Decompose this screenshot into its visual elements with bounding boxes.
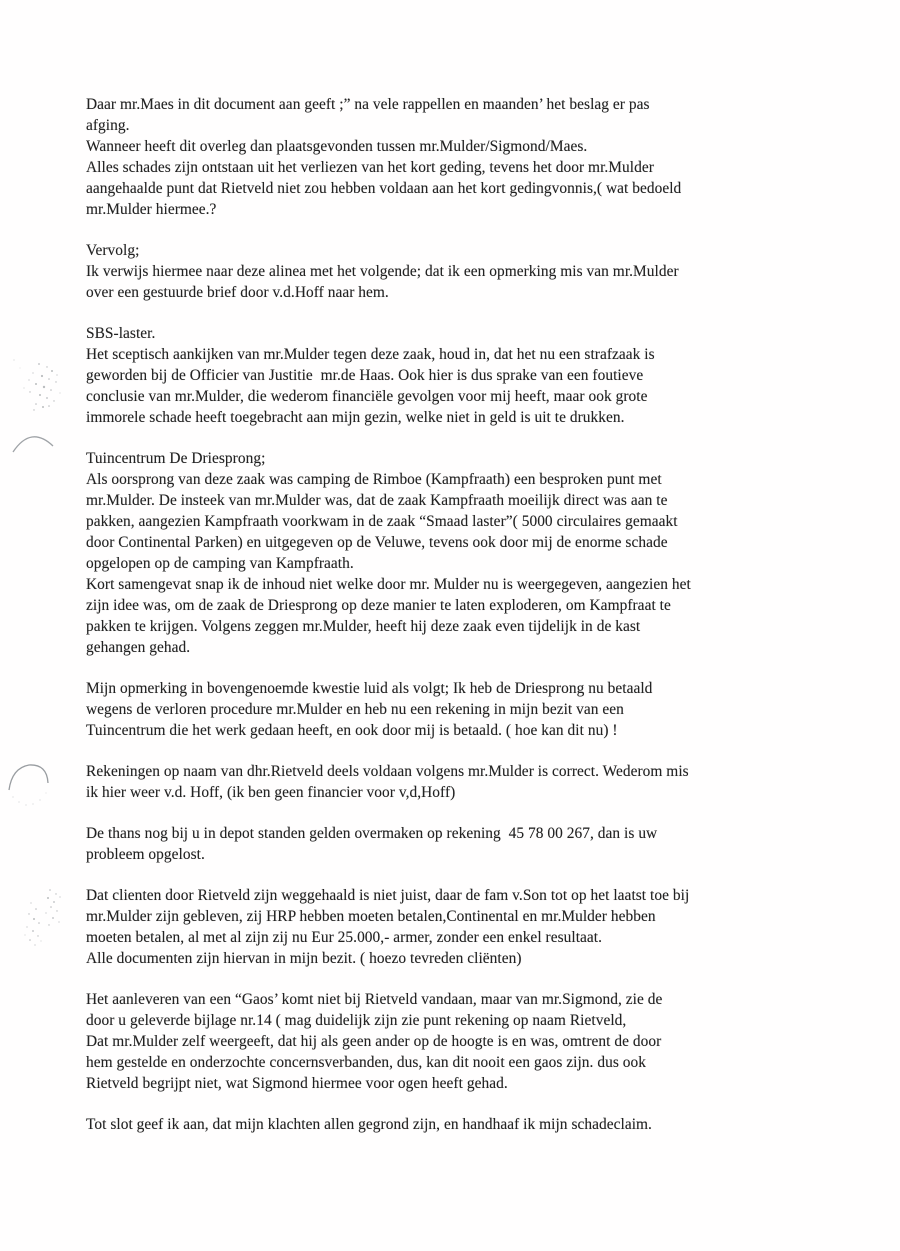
paragraph bbox=[86, 989, 876, 1094]
text-line: Daar mr.Maes in dit document aan geeft ;” na vele rappellen en maanden’ het beslag er pas bbox=[86, 96, 650, 113]
paragraph bbox=[86, 240, 876, 303]
text-line: Het aanleveren van een “Gaos’ komt niet bij Rietveld vandaan, maar van mr.Sigmond, zie de bbox=[86, 991, 663, 1008]
text-line: afging. bbox=[86, 117, 130, 134]
text-line: immorele schade heeft toegebracht aan mijn gezin, welke niet in geld is uit te drukken. bbox=[86, 409, 625, 426]
text-line: gehangen gehad. bbox=[86, 639, 191, 656]
scan-artifact-arc-2 bbox=[9, 765, 48, 806]
text-line: Mijn opmerking in bovengenoemde kwestie luid als volgt; Ik heb de Driesprong nu betaald bbox=[86, 680, 653, 697]
text-line: over een gestuurde brief door v.d.Hoff naar hem. bbox=[86, 284, 389, 301]
text-line: aangehaalde punt dat Rietveld niet zou hebben voldaan aan het kort gedingvonnis,( wat bedoeld bbox=[86, 180, 682, 197]
text-line: SBS-laster. bbox=[86, 325, 156, 342]
text-line: Het sceptisch aankijken van mr.Mulder tegen deze zaak, houd in, dat het nu een strafzaak is bbox=[86, 346, 655, 363]
document-body bbox=[86, 94, 876, 1155]
text-line: Tuincentrum die het werk gedaan heeft, en ook door mij is betaald. ( hoe kan dit nu) ! bbox=[86, 722, 618, 739]
scan-artifact-arc-1 bbox=[13, 437, 53, 452]
paragraph bbox=[86, 885, 876, 969]
text-line: Als oorsprong van deze zaak was camping de Rimboe (Kampfraath) een besproken punt met bbox=[86, 471, 662, 488]
text-line: wegens de verloren procedure mr.Mulder en heb nu een rekening in mijn bezit van een bbox=[86, 701, 624, 718]
paragraph bbox=[86, 323, 876, 428]
text-line: pakken, aangezien Kampfraath voorkwam in de zaak “Smaad laster”( 5000 circulaires gemaakt bbox=[86, 513, 678, 530]
text-line: Vervolg; bbox=[86, 242, 140, 259]
text-line: Tuincentrum De Driesprong; bbox=[86, 450, 266, 467]
text-line: pakken te krijgen. Volgens zeggen mr.Mulder, heeft hij deze zaak even tijdelijk in de kast bbox=[86, 618, 641, 635]
text-line: Tot slot geef ik aan, dat mijn klachten allen gegrond zijn, en handhaaf ik mijn schadeclaim. bbox=[86, 1116, 652, 1133]
text-line: opgelopen op de camping van Kampfraath. bbox=[86, 555, 354, 572]
paragraph bbox=[86, 678, 876, 741]
scan-artifact-speckle-2 bbox=[25, 889, 61, 945]
text-line: Alle documenten zijn hiervan in mijn bezit. ( hoezo tevreden cliënten) bbox=[86, 950, 522, 967]
text-line: hem gestelde en onderzochte concernsverbanden, dus, kan dit nooit een gaos zijn. dus ook bbox=[86, 1054, 647, 1071]
text-line: Wanneer heeft dit overleg dan plaatsgevonden tussen mr.Mulder/Sigmond/Maes. bbox=[86, 138, 588, 155]
text-line: mr.Mulder. De insteek van mr.Mulder was, dat de zaak Kampfraath moeilijk direct was aan te bbox=[86, 492, 668, 509]
text-line: De thans nog bij u in depot standen gelden overmaken op rekening 45 78 00 267, dan is uw bbox=[86, 825, 658, 842]
paragraph bbox=[86, 761, 876, 803]
paragraph bbox=[86, 94, 876, 220]
text-line: Dat clienten door Rietveld zijn weggehaald is niet juist, daar de fam v.Son tot op het laatst toe bij bbox=[86, 887, 690, 904]
text-line: Rekeningen op naam van dhr.Rietveld deels voldaan volgens mr.Mulder is correct. Wederom mis bbox=[86, 763, 689, 780]
paragraph bbox=[86, 823, 876, 865]
text-line: moeten betalen, al met al zijn zij nu Eur 25.000,- armer, zonder een enkel resultaat. bbox=[86, 929, 603, 946]
paragraph bbox=[86, 1114, 876, 1135]
text-line: conclusie van mr.Mulder, die wederom financiële gevolgen voor mij heeft, maar ook grote bbox=[86, 388, 648, 405]
text-line: mr.Mulder zijn gebleven, zij HRP hebben moeten betalen,Continental en mr.Mulder hebben bbox=[86, 908, 656, 925]
text-line: Rietveld begrijpt niet, wat Sigmond hiermee voor ogen heeft gehad. bbox=[86, 1075, 508, 1092]
text-line: ik hier weer v.d. Hoff, (ik ben geen financier voor v,d,Hoff) bbox=[86, 784, 456, 801]
text-line: Alles schades zijn ontstaan uit het verliezen van het kort geding, tevens het door mr.Mulder bbox=[86, 159, 654, 176]
paragraph bbox=[86, 448, 876, 658]
text-line: Kort samengevat snap ik de inhoud niet welke door mr. Mulder nu is weergegeven, aangezien het bbox=[86, 576, 691, 593]
text-line: Dat mr.Mulder zelf weergeeft, dat hij als geen ander op de hoogte is en was, omtrent de door bbox=[86, 1033, 662, 1050]
text-line: geworden bij de Officier van Justitie mr.de Haas. Ook hier is dus sprake van een foutieve bbox=[86, 367, 644, 384]
scan-artifact-speckle-1 bbox=[14, 360, 61, 411]
text-line: Ik verwijs hiermee naar deze alinea met het volgende; dat ik een opmerking mis van mr.Mulder bbox=[86, 263, 679, 280]
text-line: mr.Mulder hiermee.? bbox=[86, 201, 217, 218]
text-line: probleem opgelost. bbox=[86, 846, 205, 863]
text-line: door u geleverde bijlage nr.14 ( mag duidelijk zijn zie punt rekening op naam Rietveld, bbox=[86, 1012, 627, 1029]
text-line: zijn idee was, om de zaak de Driesprong op deze manier te laten exploderen, om Kampfraat te bbox=[86, 597, 671, 614]
text-line: door Continental Parken) en uitgegeven op de Veluwe, tevens ook door mij de enorme schade bbox=[86, 534, 668, 551]
